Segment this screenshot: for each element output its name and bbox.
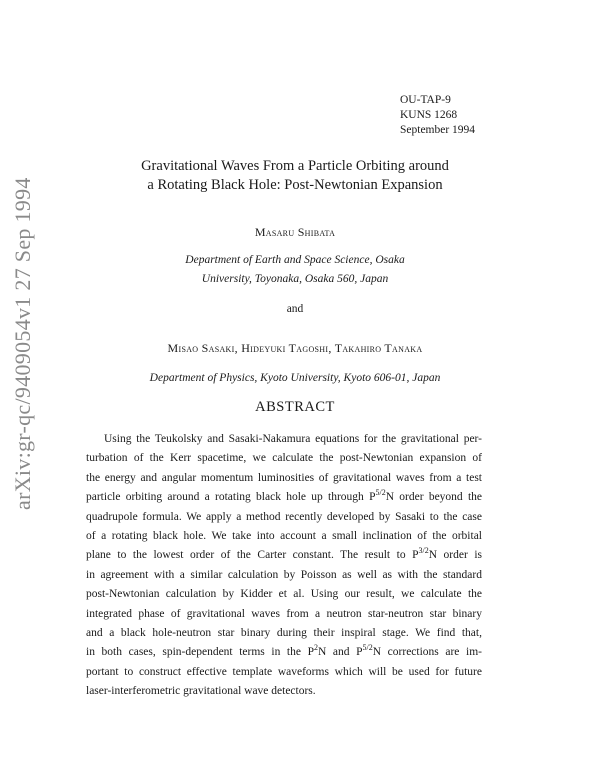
arxiv-identifier-text: arXiv:gr-qc/9409054v1 27 Sep 1994 (10, 177, 35, 510)
author-affiliation: Department of Physics, Kyoto University, Kyoto 606-01, Japan (149, 372, 441, 384)
author-conjunction: and (286, 303, 304, 315)
title-line: Gravitational Waves From a Particle Orbiting around (141, 158, 449, 174)
abstract-line: particle orbiting around a rotating black hole up through $P^{5/2}N$ order beyond the (86, 488, 482, 504)
paper-title (70, 157, 520, 195)
abstract-line: laser-interferometric gravitational wave detectors. (86, 685, 316, 698)
arxiv-identifier-stamp (6, 177, 50, 510)
author-affiliation (70, 251, 520, 289)
abstract-line: of a rotating black hole. We take into account a small inclination of the orbital (86, 529, 482, 542)
abstract-line: the energy and angular momentum luminosities of gravitational waves from a test (86, 471, 482, 484)
abstract-line: quadrupole formula. We apply a method recently developed by Sasaki to the case (86, 510, 482, 523)
abstract-line: in agreement with a similar calculation by Poisson as well as with the standard (86, 568, 482, 581)
abstract-text (86, 430, 482, 701)
exponent: 5/2 (375, 488, 386, 498)
exponent: 3/2 (418, 546, 429, 556)
abstract-line: integrated phase of gravitational waves from a neutron star-neutron star binary (86, 607, 482, 620)
abstract-heading: ABSTRACT (255, 399, 335, 415)
report-date: September 1994 (400, 124, 476, 136)
abstract-line: plane to the lowest order of the Carter constant. The result to $P^{3/2}N$ order is (86, 546, 482, 562)
abstract-line: post-Newtonian calculation by Kidder et al. Using our result, we calculate the (86, 588, 482, 601)
affiliation-line: Department of Earth and Space Science, Osaka (185, 254, 405, 266)
author-name: Masaru Shibata (254, 225, 336, 239)
exponent: 5/2 (362, 643, 373, 653)
exponent: 2 (314, 643, 318, 653)
report-number: OU-TAP-9 (400, 94, 451, 106)
abstract-line: Using the Teukolsky and Sasaki-Nakamura equations for the gravitational per- (104, 433, 482, 445)
title-line: a Rotating Black Hole: Post-Newtonian Expansion (147, 177, 443, 193)
author-names: Misao Sasaki, Hideyuki Tagoshi, Takahiro Tanaka (167, 341, 423, 355)
abstract-line: in both cases, spin-dependent terms in the $P^2N$ and $P^{5/2}N$ corrections are im- (86, 643, 482, 659)
report-number-block (400, 93, 560, 138)
affiliation-line: University, Toyonaka, Osaka 560, Japan (201, 273, 389, 285)
abstract-line: portant to construct effective template waveforms which will be used for future (86, 665, 482, 678)
report-number: KUNS 1268 (400, 109, 458, 121)
abstract-line: and a black hole-neutron star binary during their inspiral stage. We find that, (86, 626, 482, 639)
abstract-line: turbation of the Kerr spacetime, we calculate the post-Newtonian expansion of (86, 452, 482, 465)
